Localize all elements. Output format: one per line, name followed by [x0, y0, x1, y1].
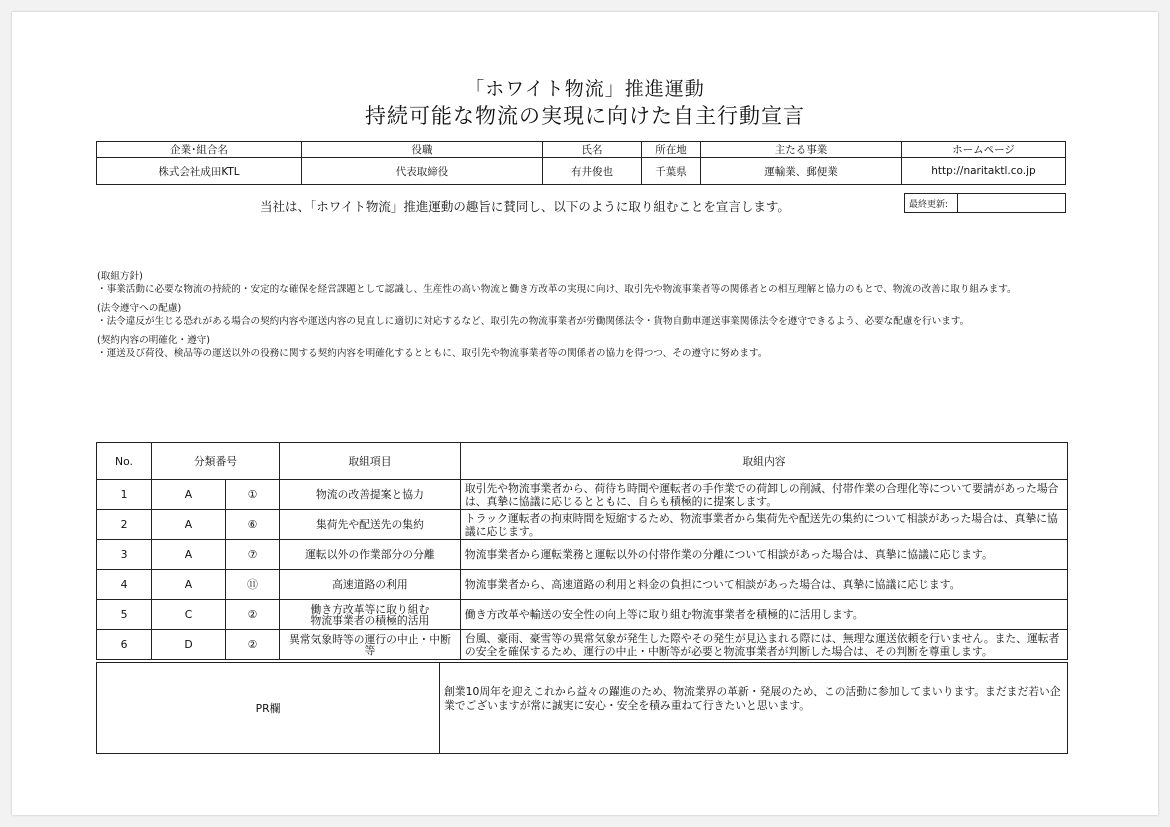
- row-number: ⑪: [226, 570, 280, 600]
- company-name: 株式会社成田KTL: [97, 158, 302, 185]
- table-row: [97, 570, 1068, 600]
- row-category: A: [152, 480, 226, 510]
- table-row: [97, 480, 1068, 510]
- pr-text: 創業10周年を迎えこれから益々の躍進のため、物流業界の革新・発展のため、この活動に参加してまいります。まだまだ若い企業でございますが常に誠実に安心・安全を積み重ねて行きたいと思います。: [440, 663, 1068, 754]
- header-item: 取組項目: [279, 443, 460, 480]
- row-category: A: [152, 540, 226, 570]
- row-content: 台風、豪雨、豪雪等の異常気象が発生した際やその発生が見込まれる際には、無理な運送依頼を行いません。また、運転者の安全を確保するため、運行の中止・中断等が必要と物流事業者が判断した場合は、その判断を尊重します。: [460, 630, 1067, 660]
- row-content: トラック運転者の拘束時間を短縮するため、物流事業者から集荷先や配送先の集約について相談があった場合は、真摯に協議に応じます。: [460, 510, 1067, 540]
- row-no: 6: [97, 630, 152, 660]
- row-no: 3: [97, 540, 152, 570]
- row-item: 働き方改革等に取り組む 物流事業者の積極的活用: [279, 600, 460, 630]
- header-category: 分類番号: [152, 443, 280, 480]
- row-category: D: [152, 630, 226, 660]
- table-row: [97, 510, 1068, 540]
- business: 運輸業、郵便業: [701, 158, 902, 185]
- policy-heading: (法令遵守への配慮): [97, 303, 182, 314]
- company-info-value-row: [97, 158, 1066, 185]
- person-name: 有井俊也: [543, 158, 642, 185]
- pr-table: [96, 662, 1068, 754]
- row-content: 働き方改革や輸送の安全性の向上等に取り組む物流事業者を積極的に活用します。: [460, 600, 1067, 630]
- company-info-table: [96, 141, 1066, 185]
- declaration-text: 当社は、「ホワイト物流」推進運動の趣旨に賛同し、以下のように取り組むことを宣言します。: [260, 199, 790, 214]
- header-content: 取組内容: [460, 443, 1067, 480]
- header-company-name: 企業･組合名: [97, 142, 302, 158]
- row-category: A: [152, 570, 226, 600]
- header-position: 役職: [302, 142, 543, 158]
- document-title: 「ホワイト物流」推進運動: [465, 78, 705, 100]
- policy-body: ・法令違反が生じる恐れがある場合の契約内容や運送内容の見直しに適切に対応するなど、取引先の物流事業者が労働関係法令・貨物自動車運送事業関係法令を遵守できるよう、必要な配慮を行います。: [97, 316, 970, 327]
- row-item: 高速道路の利用: [279, 570, 460, 600]
- table-row: [97, 600, 1068, 630]
- action-table-header-row: [97, 443, 1068, 480]
- table-row: [97, 540, 1068, 570]
- policy-heading: (契約内容の明確化・遵守): [97, 335, 211, 346]
- row-category: C: [152, 600, 226, 630]
- row-content: 物流事業者から、高速道路の利用と料金の負担について相談があった場合は、真摯に協議に応じます。: [460, 570, 1067, 600]
- row-number: ②: [226, 600, 280, 630]
- row-no: 1: [97, 480, 152, 510]
- header-no: No.: [97, 443, 152, 480]
- header-homepage: ホームページ: [902, 142, 1066, 158]
- row-item: 集荷先や配送先の集約: [279, 510, 460, 540]
- row-category: A: [152, 510, 226, 540]
- policy-body: ・運送及び荷役、検品等の運送以外の役務に関する契約内容を明確化するとともに、取引先や物流事業者等の関係者の協力を得つつ、その遵守に努めます。: [97, 348, 768, 359]
- policy-heading: (取組方針): [97, 271, 143, 282]
- position: 代表取締役: [302, 158, 543, 185]
- header-location: 所在地: [642, 142, 701, 158]
- row-number: ①: [226, 480, 280, 510]
- policy-body: ・事業活動に必要な物流の持続的・安定的な確保を経営課題として認識し、生産性の高い物流と働き方改革の実現に向け、取引先や物流事業者等の関係者との相互理解と協力のもとで、物流の改善に取り組みます。: [97, 284, 1017, 295]
- action-items-table: [96, 442, 1068, 660]
- last-updated-value: [958, 194, 1066, 213]
- header-business: 主たる事業: [701, 142, 902, 158]
- table-row: [97, 630, 1068, 660]
- header-name: 氏名: [543, 142, 642, 158]
- row-item: 物流の改善提案と協力: [279, 480, 460, 510]
- company-info-header-row: [97, 142, 1066, 158]
- row-number: ⑦: [226, 540, 280, 570]
- row-item: 異常気象時等の運行の中止・中断 等: [279, 630, 460, 660]
- homepage-link[interactable]: http://naritaktl.co.jp: [902, 158, 1066, 185]
- pr-label: PR欄: [97, 663, 440, 754]
- row-content: 取引先や物流事業者から、荷待ち時間や運転者の手作業での荷卸しの削減、付帯作業の合理化等について要請があった場合は、真摯に協議に応じるとともに、自らも積極的に提案します。: [460, 480, 1067, 510]
- row-no: 5: [97, 600, 152, 630]
- document-subtitle: 持続可能な物流の実現に向けた自主行動宣言: [365, 104, 805, 128]
- row-content: 物流事業者から運転業務と運転以外の付帯作業の分離について相談があった場合は、真摯に協議に応じます。: [460, 540, 1067, 570]
- row-number: ②: [226, 630, 280, 660]
- row-no: 2: [97, 510, 152, 540]
- last-updated-label: 最終更新:: [905, 194, 958, 213]
- policy-section: [97, 270, 1072, 360]
- row-no: 4: [97, 570, 152, 600]
- last-updated-box: [904, 193, 1066, 213]
- row-item: 運転以外の作業部分の分離: [279, 540, 460, 570]
- row-number: ⑥: [226, 510, 280, 540]
- location: 千葉県: [642, 158, 701, 185]
